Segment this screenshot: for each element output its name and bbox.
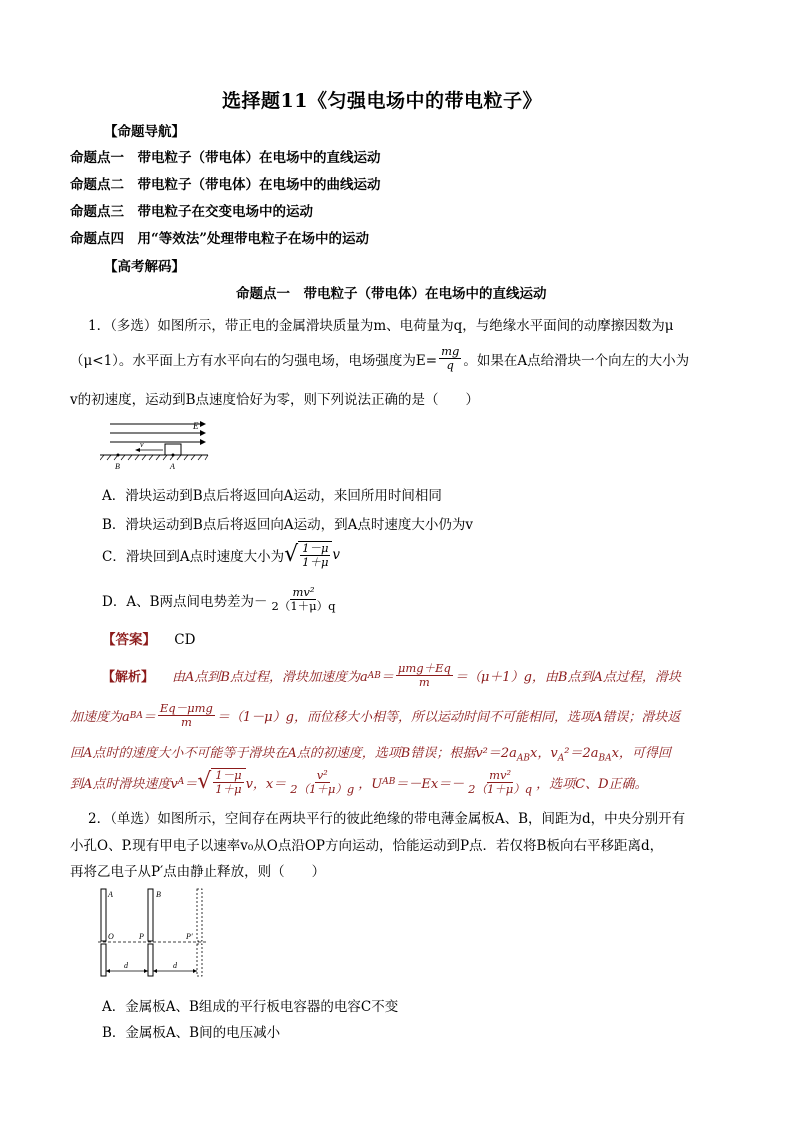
q1-line2: （μ<1）。水平面上方有水平向右的匀强电场，电场强度为E= $\frac{mg}{q}$ 。如果在A点给滑块一个向左的大小为: [70, 344, 690, 372]
section-title: 命题点一 带电粒子（带电体）在电场中的直线运动: [236, 286, 547, 302]
fig2-label-b: B: [156, 890, 161, 899]
q1-option-d: D．A、B两点间电势差为－ $\frac{\text{mv²}}{2(1+\mu)q}$: [102, 585, 336, 613]
q1-answer: 【答案】 CD: [102, 632, 196, 648]
fig1-label-b: B: [115, 462, 120, 470]
page-title: 选择题11《匀强电场中的带电粒子》: [222, 90, 542, 112]
fig2-label-pprime: P′: [186, 932, 193, 941]
fig2-label-d2: d: [173, 961, 177, 970]
fig2-label-p: P: [139, 932, 144, 941]
fig2-label-a: A: [108, 890, 113, 899]
nav-header: 【命题导航】: [104, 124, 185, 140]
q1-option-b: B．滑块运动到B点后将返回向A运动，到A点时速度大小仍为v: [102, 517, 473, 533]
q1-figure: [100, 418, 215, 470]
fig1-label-v: v: [140, 440, 144, 449]
nav-item-2: 命题点二 带电粒子（带电体）在电场中的曲线运动: [70, 177, 381, 193]
fig2-label-o: O: [108, 932, 114, 941]
q2-option-b: B．金属板A、B间的电压减小: [102, 1025, 281, 1041]
q1-option-c: C．滑块回到A点时速度大小为 √ $\frac{1-\mu}{1+\mu}$ v: [102, 541, 341, 569]
q1-expl-line2: 加速度为a BA ＝ $\frac{\text{Eq－μmg}}{m}$ ＝（1－μ）g，而位移大小相等，所以运动时间不可能相同，选项A错误；滑块返: [70, 701, 681, 729]
q2-line2: 小孔O、P.现有甲电子以速率v₀从O点沿OP方向运动，恰能运动到P点．若仅将B板向右平移距离d，: [70, 838, 664, 854]
q1-expl-line4: 到A点时滑块速度v A ＝ √ $\frac{1-\mu}{1+\mu}$ v，x＝ $\frac{\text{v²}}{2(1+\mu)g}$ ，U AB ＝－Ex＝－ $\frac{\text{mv²}}{2(1+\mu)q}$ ，选项C、D正确。: [70, 767, 648, 796]
q1-line3: v的初速度，运动到B点速度恰好为零，则下列说法正确的是（ ）: [70, 392, 480, 408]
q1-expl-line3: 回A点时的速度大小不可能等于滑块在A点的初速度，选项B错误；根据$v^2=2a_{AB}x$，$v_A^2=2a_{BA}x$，可得回: [70, 746, 671, 764]
fig1-label-a: A: [170, 462, 175, 470]
q2-figure: [98, 886, 210, 986]
decode-header: 【高考解码】: [104, 259, 185, 275]
q1-option-a: A．滑块运动到B点后将返回向A运动，来回所用时间相同: [102, 488, 442, 504]
q2-option-a: A．金属板A、B组成的平行板电容器的电容C不变: [102, 999, 399, 1015]
q1-line1: 1．（多选）如图所示，带正电的金属滑块质量为m、电荷量为q，与绝缘水平面间的动摩擦因数为μ: [88, 318, 674, 334]
nav-item-1: 命题点一 带电粒子（带电体）在电场中的直线运动: [70, 150, 381, 166]
q2-line3: 再将乙电子从P′点由静止释放，则（ ）: [70, 864, 326, 880]
fig1-label-e: E: [193, 421, 199, 431]
nav-item-4: 命题点四 用“等效法”处理带电粒子在场中的运动: [70, 231, 370, 247]
nav-item-3: 命题点三 带电粒子在交变电场中的运动: [70, 204, 313, 220]
fig2-label-d1: d: [124, 961, 128, 970]
q2-line1: 2．（单选）如图所示，空间存在两块平行的彼此绝缘的带电薄金属板A、B，间距为d，中央分别开有: [88, 811, 686, 827]
q1-expl-line1: 【解析】 由A点到B点过程，滑块加速度为a AB ＝ $\frac{\text{μmg＋Eq}}{m}$ ＝（μ＋1）g，由B点到A点过程，滑块: [102, 661, 681, 689]
